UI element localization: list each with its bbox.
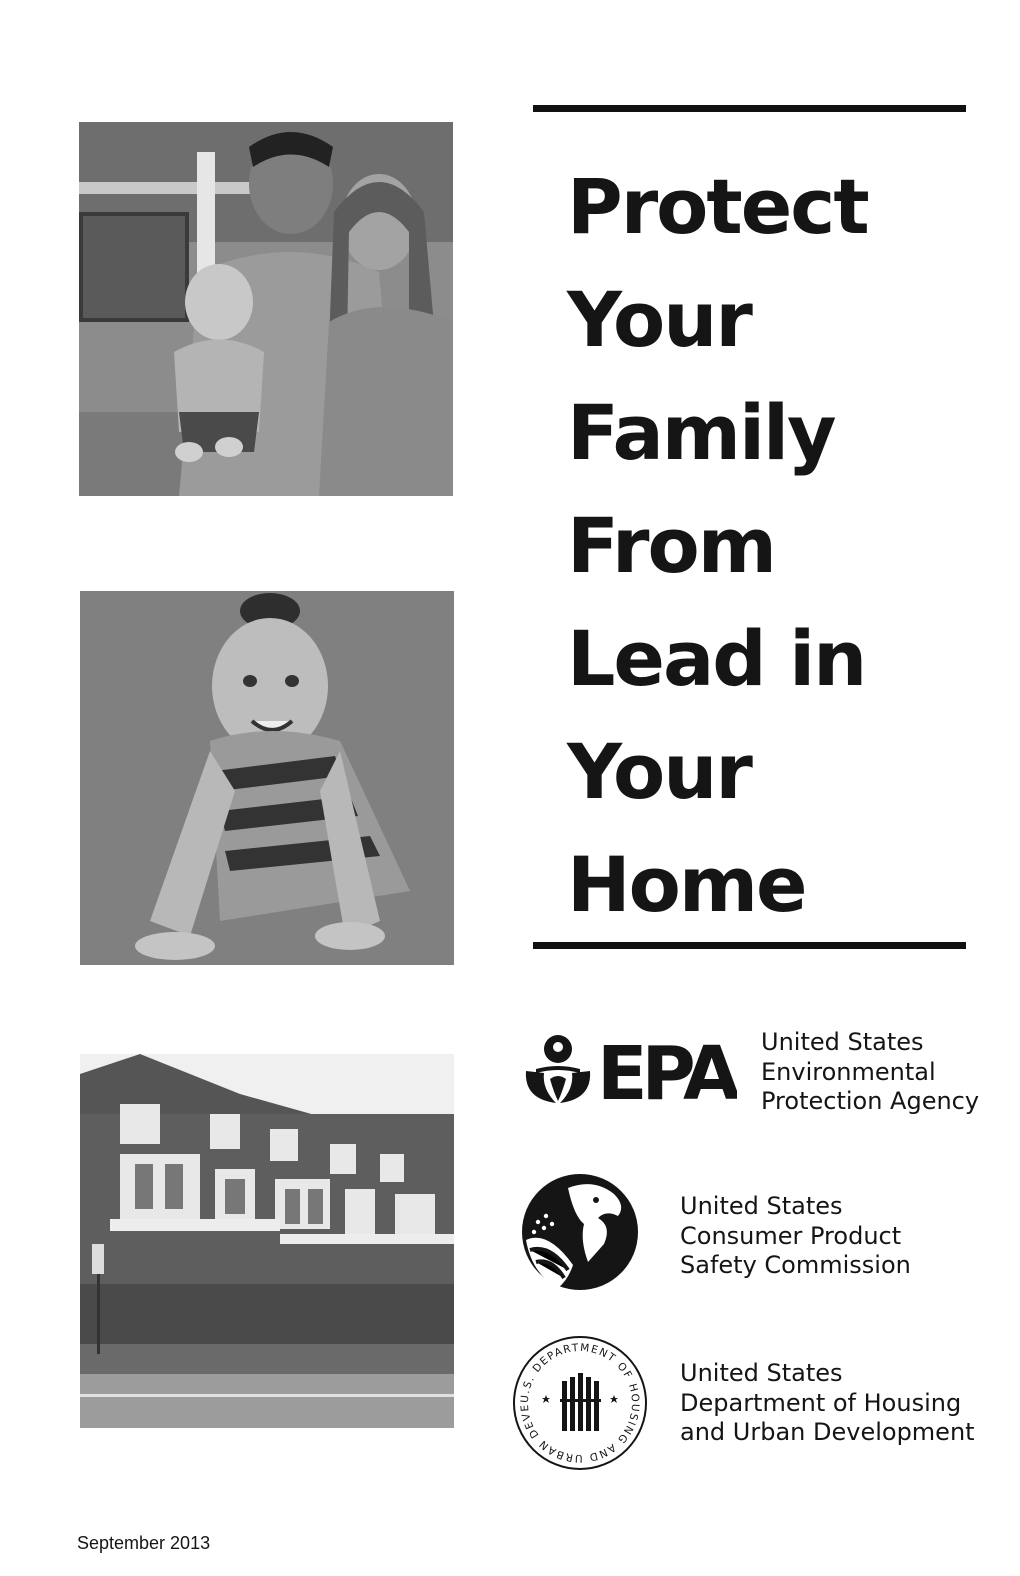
agency-line: Department of Housing — [680, 1388, 962, 1417]
agency-line: and Urban Development — [680, 1418, 975, 1446]
agency-line: Consumer Product — [680, 1221, 902, 1250]
crawling-baby-photo — [80, 591, 454, 965]
agency-line: United States — [761, 1028, 924, 1056]
title-rule-bottom — [533, 942, 966, 949]
family-photo — [79, 122, 453, 496]
hud-seal-text: U.S. DEPARTMENT OF HOUSING AND URBAN DEVE — [518, 1341, 642, 1465]
brochure-title — [567, 150, 967, 941]
row-houses-photo — [80, 1054, 454, 1428]
epa-agency-name — [761, 1028, 979, 1117]
agency-line: Protection Agency — [761, 1087, 980, 1115]
agency-line: United States — [680, 1192, 843, 1220]
title-line: Protect — [567, 162, 868, 251]
title-line: From — [567, 501, 775, 590]
title-line: Family — [567, 388, 835, 477]
cpsc-logo — [518, 1170, 642, 1294]
epa-logo — [522, 1033, 737, 1105]
title-line: Your — [567, 275, 751, 364]
agency-line: United States — [680, 1359, 843, 1387]
epa-logo-text: EPA — [597, 1033, 735, 1105]
agency-line: Environmental — [761, 1057, 936, 1086]
title-line: Lead in — [567, 614, 866, 703]
title-line: Your — [567, 727, 751, 816]
agency-line: Safety Commission — [680, 1251, 911, 1279]
hud-agency-name — [680, 1359, 975, 1448]
cpsc-agency-name — [680, 1192, 911, 1281]
hud-seal — [510, 1333, 650, 1473]
title-rule-top — [533, 105, 966, 112]
title-line: Home — [567, 840, 806, 929]
publication-date: September 2013 — [77, 1533, 211, 1553]
